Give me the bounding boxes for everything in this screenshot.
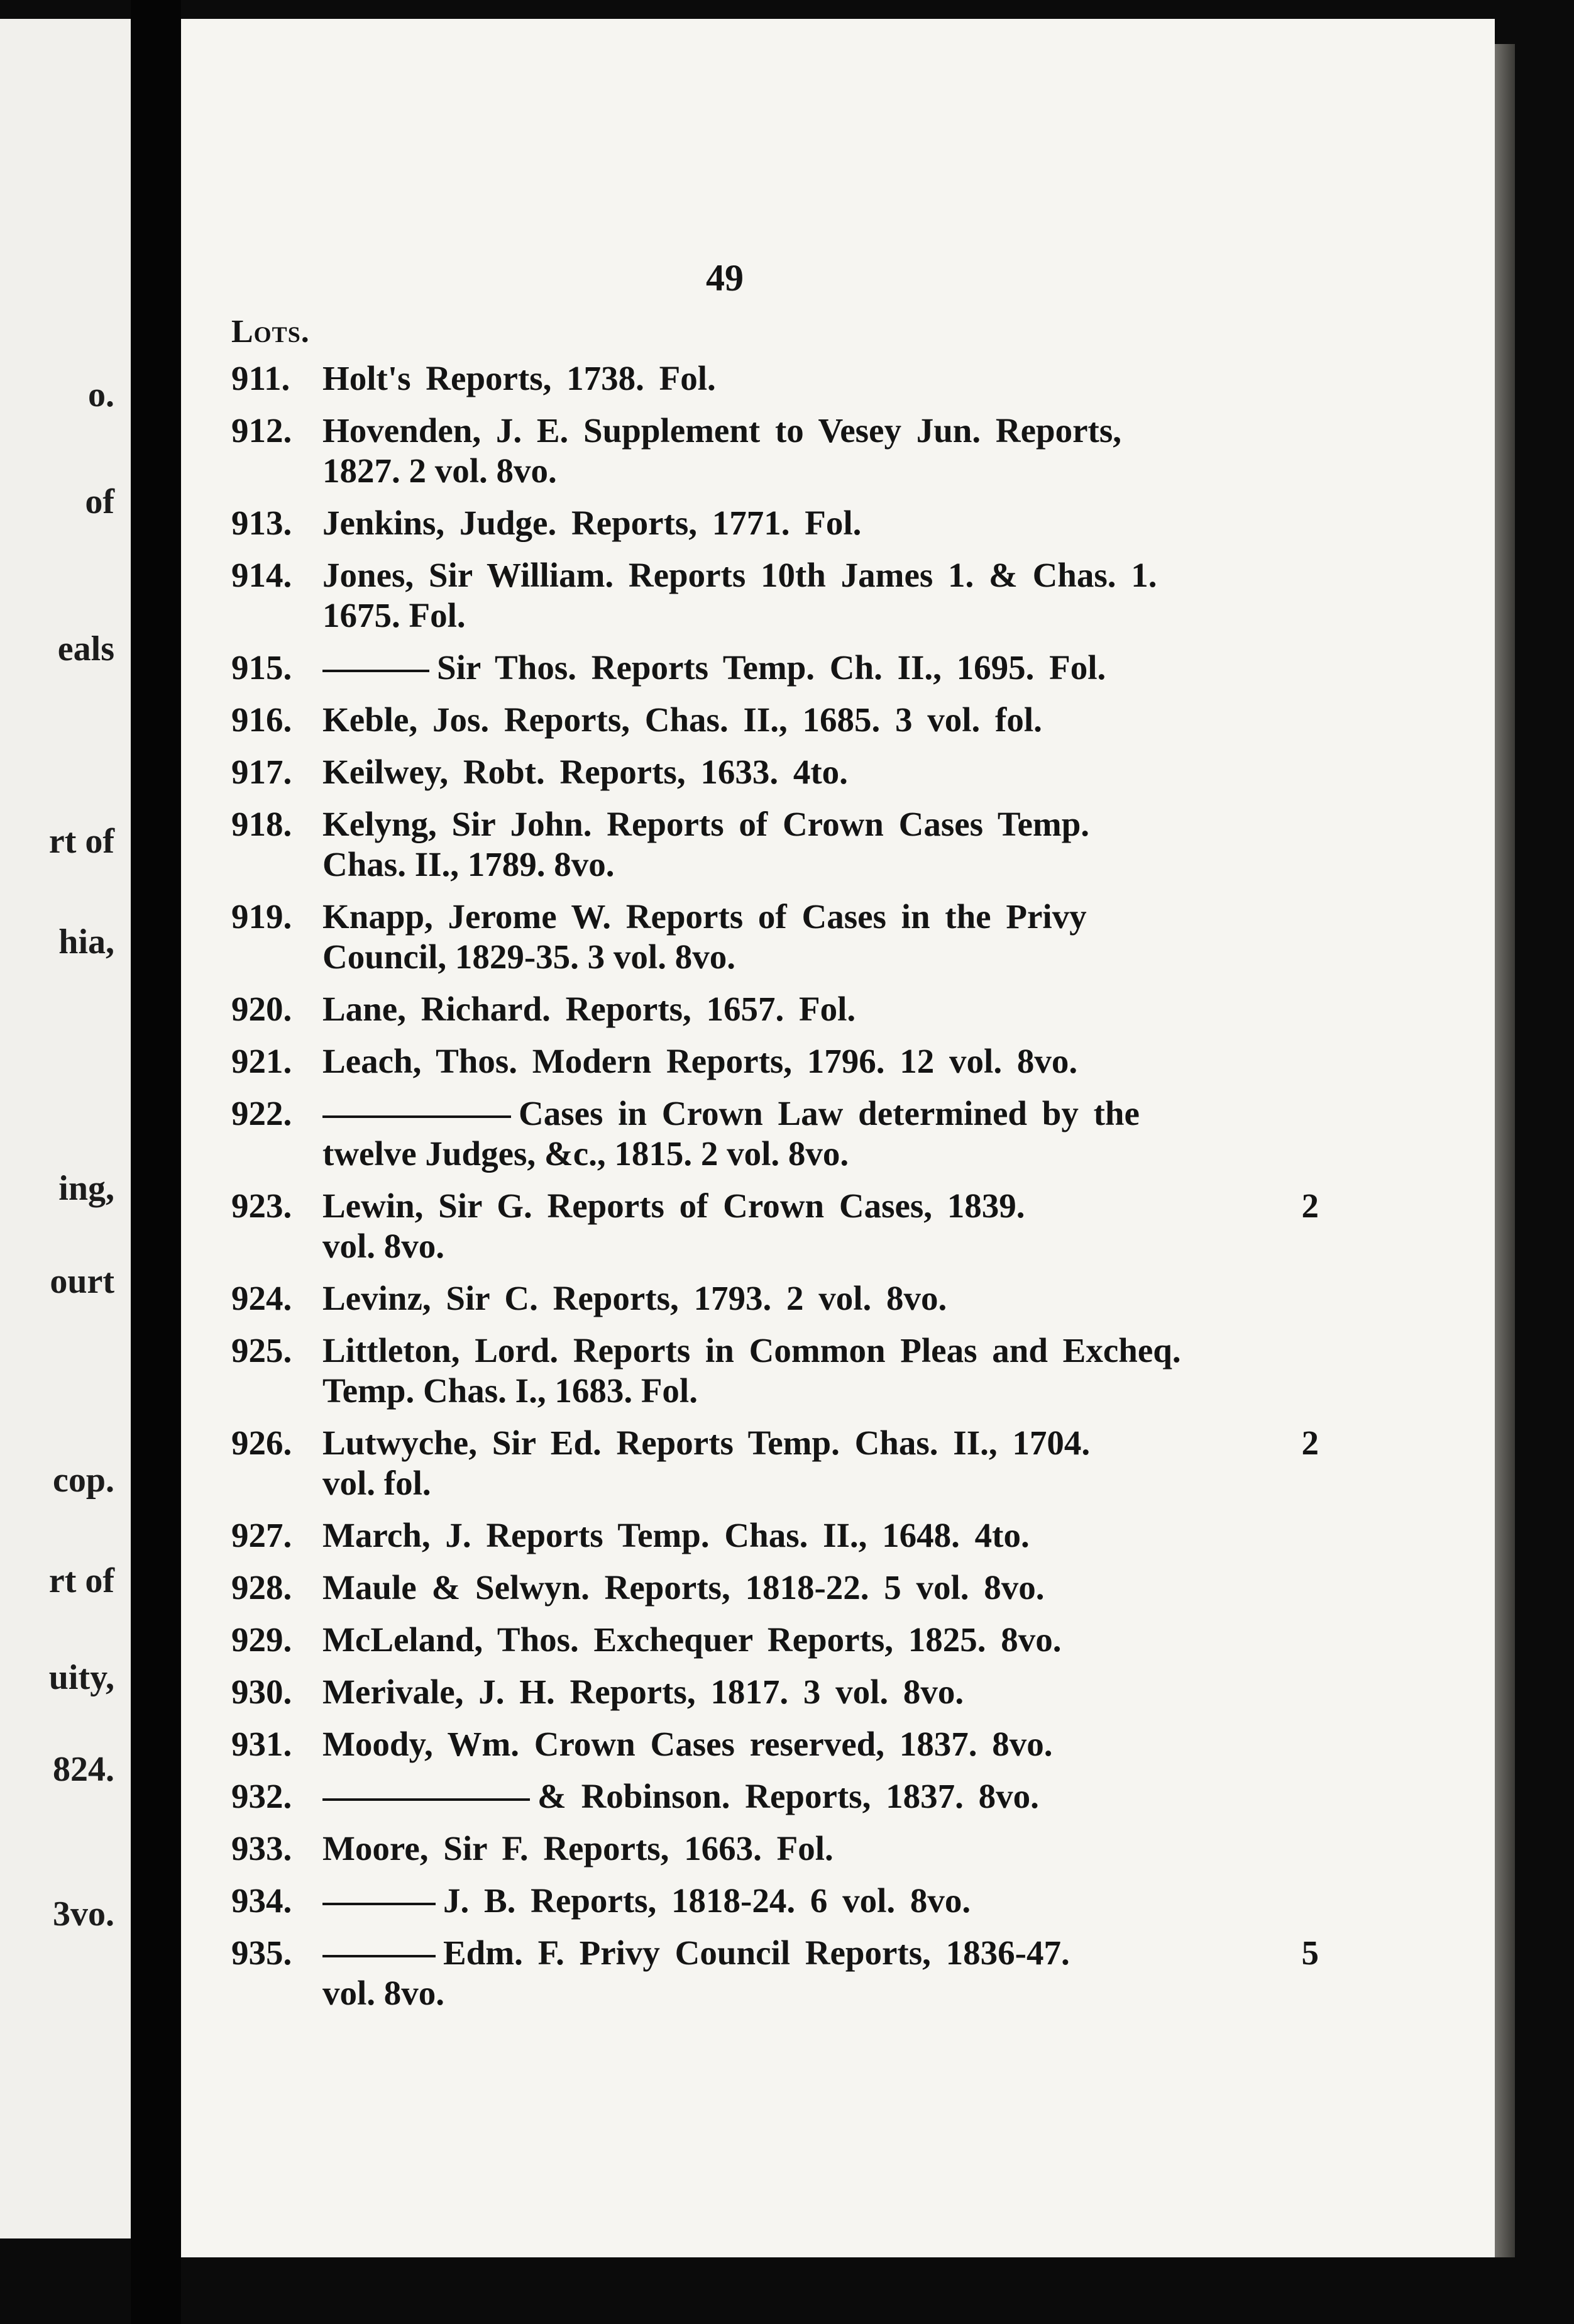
- lot-number: 930.: [231, 1673, 292, 1711]
- lot-description: Keilwey, Robt. Reports, 1633. 4to.: [322, 753, 848, 791]
- lot-entry: [231, 897, 1319, 977]
- lot-description: Moody, Wm. Crown Cases reserved, 1837. 8vo.: [322, 1725, 1053, 1763]
- left-page-fragment: hia,: [58, 922, 114, 961]
- lot-number: 916.: [231, 700, 292, 739]
- lot-entry: [231, 700, 1319, 740]
- lot-number: 935.: [231, 1934, 292, 1972]
- lot-entry: [231, 1515, 1319, 1556]
- lot-entry: [231, 1278, 1319, 1319]
- ditto-dash: [322, 1115, 511, 1118]
- lot-number: 913.: [231, 504, 292, 542]
- ditto-dash: [322, 670, 429, 672]
- left-page-fragment: rt of: [48, 1561, 114, 1600]
- lot-continuation: Temp. Chas. I., 1683. Fol.: [322, 1371, 698, 1410]
- lot-entry: [231, 1331, 1319, 1411]
- lot-continuation: vol. 8vo.: [322, 1974, 445, 2012]
- lot-description: McLeland, Thos. Exchequer Reports, 1825. 8vo.: [322, 1620, 1062, 1659]
- lot-description: Lutwyche, Sir Ed. Reports Temp. Chas. II., 1704.: [322, 1424, 1091, 1462]
- lot-description: Knapp, Jerome W. Reports of Cases in the Privy: [322, 897, 1087, 936]
- lot-number: 927.: [231, 1516, 292, 1554]
- lot-entry: [231, 1672, 1319, 1712]
- left-page-fragment: ing,: [58, 1169, 114, 1208]
- left-page-edge: [0, 19, 131, 2238]
- ditto-dash: [322, 1903, 436, 1905]
- lot-trailing-count: 2: [1301, 1424, 1319, 1462]
- lot-number: 923.: [231, 1187, 292, 1225]
- lot-continuation: 1675. Fol.: [322, 596, 466, 634]
- lot-description: J. B. Reports, 1818-24. 6 vol. 8vo.: [443, 1881, 971, 1920]
- lot-description: Leach, Thos. Modern Reports, 1796. 12 vol. 8vo.: [322, 1042, 1078, 1080]
- lot-number: 929.: [231, 1620, 292, 1659]
- lot-continuation: Chas. II., 1789. 8vo.: [322, 845, 615, 883]
- lot-continuation: vol. 8vo.: [322, 1227, 445, 1265]
- left-page-fragment: rt of: [48, 822, 114, 861]
- lot-description: Lewin, Sir G. Reports of Crown Cases, 1839.: [322, 1187, 1025, 1225]
- left-page-fragment: of: [85, 482, 114, 521]
- lot-entry: [231, 752, 1319, 792]
- lot-description: Sir Thos. Reports Temp. Ch. II., 1695. Fol.: [437, 648, 1106, 687]
- left-page-fragment: 824.: [53, 1750, 114, 1789]
- lot-number: 934.: [231, 1881, 292, 1920]
- lot-entry: [231, 1186, 1319, 1266]
- lot-number: 911.: [231, 359, 290, 397]
- lot-number: 925.: [231, 1331, 292, 1370]
- lot-continuation: Council, 1829-35. 3 vol. 8vo.: [322, 938, 735, 976]
- lot-number: 926.: [231, 1424, 292, 1462]
- catalogue-page: [181, 19, 1495, 2257]
- left-page-fragment: 3vo.: [53, 1895, 114, 1934]
- lot-entry: [231, 1881, 1319, 1921]
- lot-description: Littleton, Lord. Reports in Common Pleas and Excheq.: [322, 1331, 1181, 1370]
- lot-description: Edm. F. Privy Council Reports, 1836-47.: [443, 1934, 1070, 1972]
- lot-description: & Robinson. Reports, 1837. 8vo.: [537, 1777, 1039, 1815]
- lot-number: 915.: [231, 648, 292, 687]
- lot-continuation: twelve Judges, &c., 1815. 2 vol. 8vo.: [322, 1134, 849, 1173]
- lot-number: 931.: [231, 1725, 292, 1763]
- lot-entry: [231, 1724, 1319, 1764]
- lot-continuation: 1827. 2 vol. 8vo.: [322, 451, 557, 490]
- lot-entry: [231, 648, 1319, 688]
- lot-number: 933.: [231, 1829, 292, 1868]
- lot-number: 917.: [231, 753, 292, 791]
- lot-number: 914.: [231, 556, 292, 594]
- lot-entry: [231, 1933, 1319, 2013]
- lot-description: Moore, Sir F. Reports, 1663. Fol.: [322, 1829, 834, 1868]
- left-page-fragment: uity,: [48, 1658, 114, 1697]
- page-number: 49: [706, 257, 744, 299]
- lot-description: Keble, Jos. Reports, Chas. II., 1685. 3 vol. fol.: [322, 700, 1042, 739]
- lot-entry: [231, 555, 1319, 636]
- lot-description: Kelyng, Sir John. Reports of Crown Cases Temp.: [322, 805, 1090, 843]
- lots-header: Lots.: [231, 314, 310, 350]
- lot-entry: [231, 1620, 1319, 1660]
- lot-entry: [231, 1041, 1319, 1082]
- lot-description: Cases in Crown Law determined by the: [519, 1094, 1140, 1132]
- left-page-fragment: o.: [88, 375, 114, 414]
- lot-entry: [231, 1776, 1319, 1817]
- left-page-fragment: ourt: [50, 1262, 114, 1301]
- book-gutter: [131, 0, 181, 2324]
- lot-trailing-count: 5: [1301, 1934, 1319, 1972]
- lot-number: 928.: [231, 1568, 292, 1607]
- lot-number: 924.: [231, 1279, 292, 1317]
- lot-number: 932.: [231, 1777, 292, 1815]
- lot-description: Jenkins, Judge. Reports, 1771. Fol.: [322, 504, 862, 542]
- lot-number: 918.: [231, 805, 292, 843]
- lot-entry: [231, 1093, 1319, 1174]
- lot-description: Levinz, Sir C. Reports, 1793. 2 vol. 8vo.: [322, 1279, 947, 1317]
- lot-description: Holt's Reports, 1738. Fol.: [322, 359, 716, 397]
- ditto-dash: [322, 1955, 436, 1957]
- lot-description: Jones, Sir William. Reports 10th James 1. & Chas. 1.: [322, 556, 1157, 594]
- lot-description: Hovenden, J. E. Supplement to Vesey Jun. Reports,: [322, 411, 1121, 450]
- lot-list: [231, 358, 1319, 2025]
- lot-entry: [231, 989, 1319, 1029]
- left-page-fragment: cop.: [53, 1461, 114, 1500]
- lot-number: 922.: [231, 1094, 292, 1132]
- lot-number: 920.: [231, 990, 292, 1028]
- lot-continuation: vol. fol.: [322, 1464, 431, 1502]
- lot-number: 912.: [231, 411, 292, 450]
- lot-entry: [231, 503, 1319, 543]
- lot-description: March, J. Reports Temp. Chas. II., 1648. 4to.: [322, 1516, 1030, 1554]
- lot-description: Merivale, J. H. Reports, 1817. 3 vol. 8vo.: [322, 1673, 964, 1711]
- lot-entry: [231, 358, 1319, 399]
- lot-description: Maule & Selwyn. Reports, 1818-22. 5 vol. 8vo.: [322, 1568, 1045, 1607]
- lot-entry: [231, 411, 1319, 491]
- lot-entry: [231, 1423, 1319, 1503]
- lot-number: 921.: [231, 1042, 292, 1080]
- lot-entry: [231, 804, 1319, 885]
- lot-entry: [231, 1829, 1319, 1869]
- lot-trailing-count: 2: [1301, 1187, 1319, 1225]
- lot-entry: [231, 1568, 1319, 1608]
- lot-number: 919.: [231, 897, 292, 936]
- ditto-dash: [322, 1798, 530, 1801]
- left-page-fragment: eals: [57, 629, 114, 668]
- lot-description: Lane, Richard. Reports, 1657. Fol.: [322, 990, 856, 1028]
